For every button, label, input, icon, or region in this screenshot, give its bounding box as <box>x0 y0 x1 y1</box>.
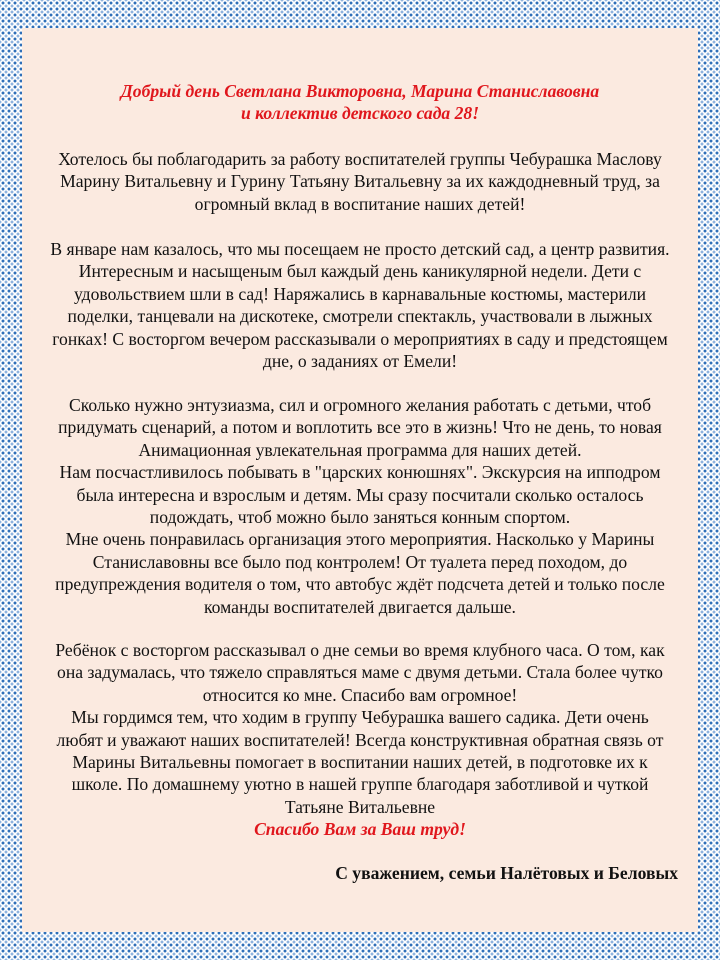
thanks-line <box>22 818 698 840</box>
text-line: Мне очень понравилась организация этого мероприятия. Насколько у Марины <box>65 529 655 550</box>
text-line: Хотелось бы поблагодарить за работу воспитателей группы Чебурашка Маслову <box>58 149 662 169</box>
text-line: дне, о заданиях от Емели! <box>262 351 458 372</box>
text-line: Сколько нужно энтузиазма, сил и огромного желания работать с детьми, чтоб <box>68 395 652 415</box>
thanks-text: Спасибо Вам за Ваш труд! <box>254 819 466 839</box>
text-line: гонках! С восторгом вечером рассказывали о мероприятиях в саду и предстоящем <box>52 328 668 349</box>
text-line: Мы гордимся тем, что ходим в группу Чебурашка вашего садика. Дети очень <box>71 707 649 728</box>
paragraph-january <box>22 238 698 372</box>
greeting <box>22 80 698 125</box>
text-line: команды воспитателей двигается дальше. <box>204 596 516 617</box>
text-line: В январе нам казалось, что мы посещаем не просто детский сад, а центр развития. <box>50 239 670 259</box>
letter-page <box>22 28 698 932</box>
text-line: подождать, чтоб можно было заняться конным спортом. <box>149 507 571 528</box>
text-line: она задумалась, что тяжело справляться маме с двумя детьми. Стала более чутко <box>57 662 663 683</box>
text-line: любят и уважают наших воспитателей! Всегда конструктивная обратная связь от <box>56 729 664 750</box>
text-line: придумать сценарий, а потом и воплотить все это в жизнь! Что не день, то новая <box>58 417 662 438</box>
text-line: предупреждения водителя о том, что автобус ждёт подсчета детей и только после <box>55 574 665 595</box>
paragraph-enthusiasm <box>22 394 698 618</box>
text-line: Ребёнок с восторгом рассказывал о дне семьи во время клубного часа. О том, как <box>55 640 665 660</box>
text-line: удовольствием шли в сад! Наряжались в карнавальные костюмы, мастерили <box>73 283 647 304</box>
text-line: была интересна и взрослым и детям. Мы сразу посчитали сколько осталось <box>76 484 644 505</box>
signature <box>335 862 678 884</box>
text-line: Станиславовны все было под контролем! От туалета перед походом, до <box>92 551 628 572</box>
text-line: поделки, танцевали на дискотеке, смотрели спектакль, участвовали в лыжных <box>67 306 653 327</box>
text-line: Анимационная увлекательная программа для наших детей. <box>138 439 582 460</box>
text-line: Татьяне Витальевне <box>284 796 436 817</box>
greeting-line: Добрый день Светлана Викторовна, Марина Станиславовна <box>120 81 600 101</box>
text-line: относится ко мне. Спасибо вам огромное! <box>202 684 518 705</box>
text-line: Нам посчастливилось побывать в "царских конюшнях". Экскурсия на ипподром <box>59 462 661 483</box>
text-line: школе. По домашнему уютно в нашей группе благодаря заботливой и чуткой <box>71 774 649 795</box>
text-line: Марины Витальевны помогает в воспитании наших детей, в подготовке их к <box>72 752 648 773</box>
greeting-line: и коллектив детского сада 28! <box>240 103 480 124</box>
text-line: Интересным и насыщеным был каждый день каникулярной недели. Дети с <box>78 261 642 282</box>
paragraph-gratitude <box>22 148 698 215</box>
text-line: огромный вклад в воспитание наших детей! <box>194 193 526 214</box>
signature-text: С уважением, семьи Налётовых и Беловых <box>335 863 678 883</box>
paragraph-family-day <box>22 639 698 818</box>
text-line: Марину Витальевну и Гурину Татьяну Витальевну за их каждодневный труд, за <box>60 171 660 192</box>
